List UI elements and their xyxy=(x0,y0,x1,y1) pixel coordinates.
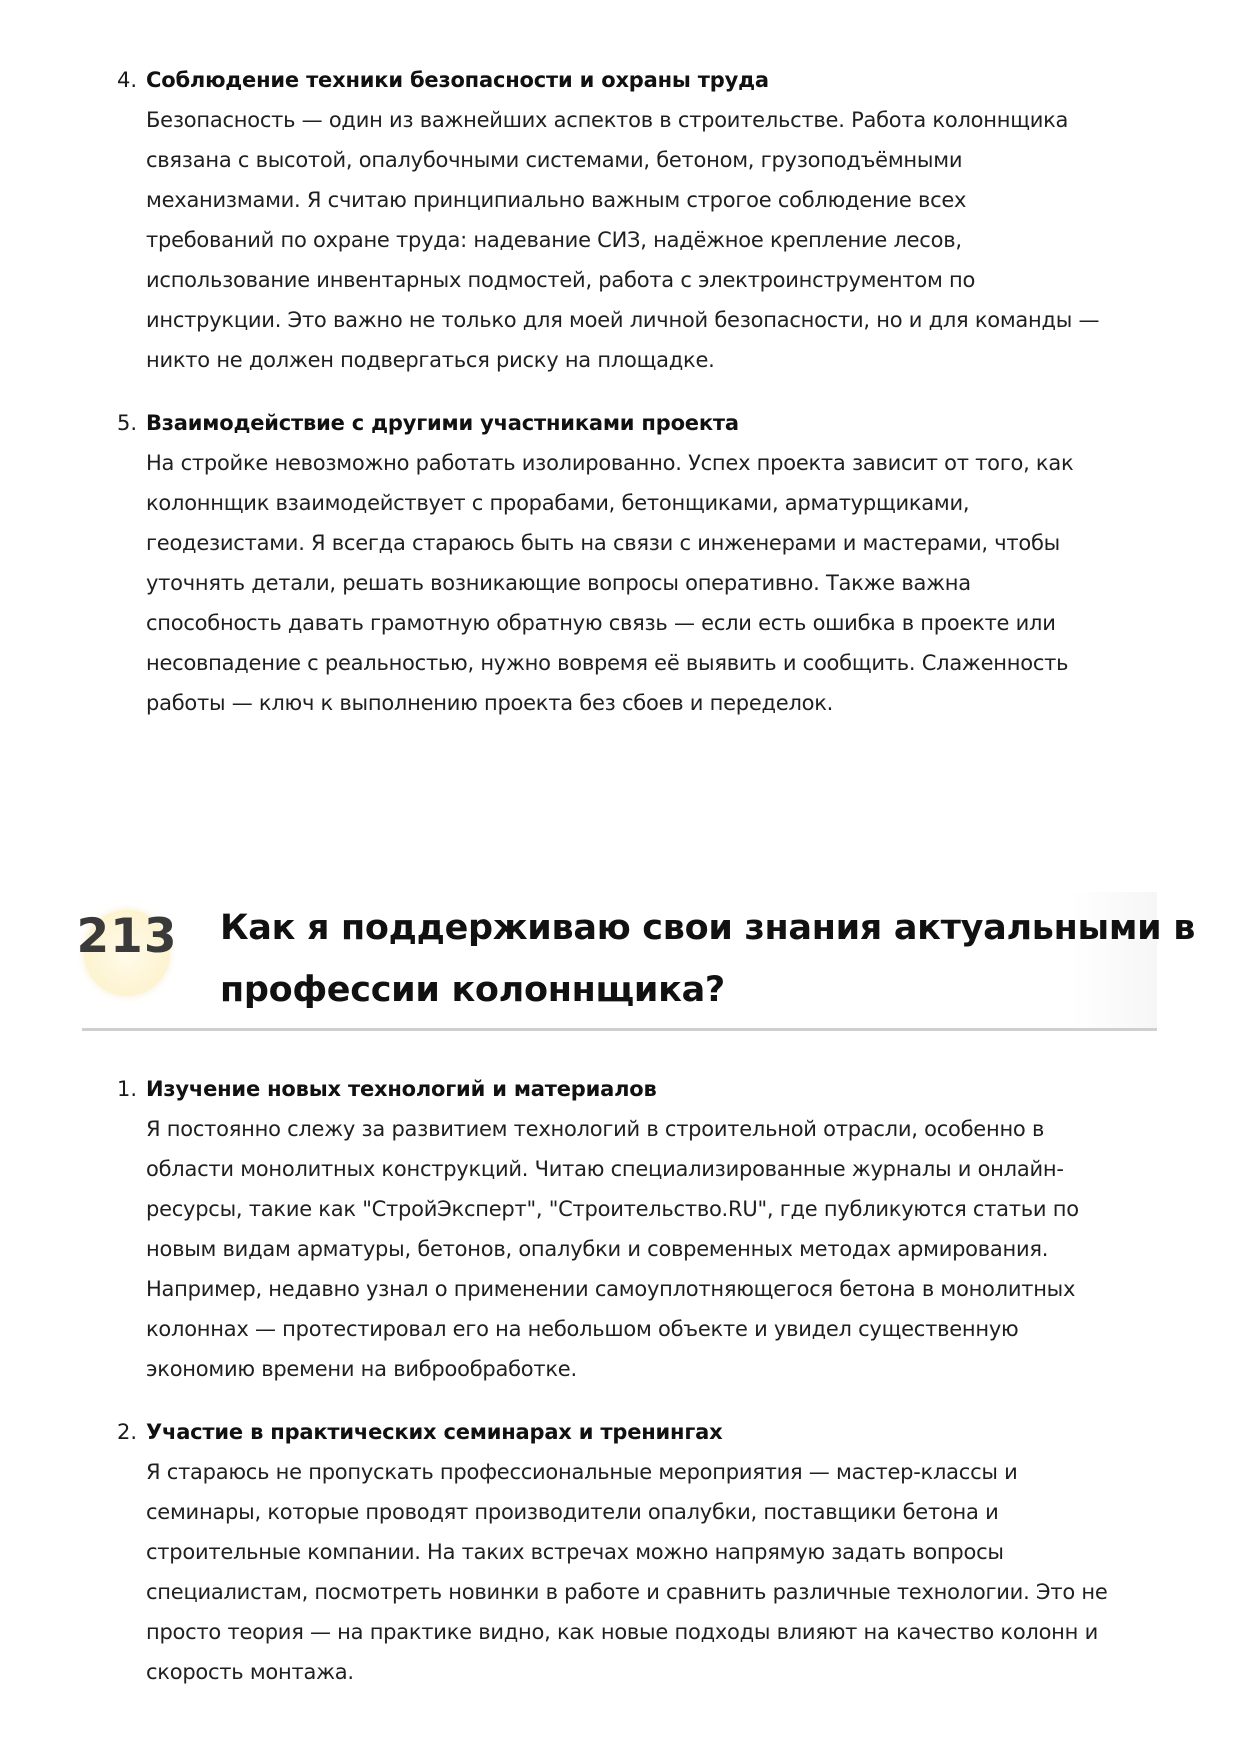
body-line: Я постоянно слежу за развитием технологий в строительной отрасли, особенно в xyxy=(146,1117,1045,1141)
list-item-body xyxy=(146,100,1157,380)
list-item-number: 4. xyxy=(117,68,138,92)
list-item-number: 2. xyxy=(117,1420,138,1444)
list-item-title: Взаимодействие с другими участниками проекта xyxy=(146,411,739,435)
list-item-body xyxy=(146,1109,1157,1389)
body-line: экономию времени на виброобработке. xyxy=(146,1357,577,1381)
section-title-line: Как я поддерживаю свои знания актуальными в xyxy=(220,908,1196,948)
section-title xyxy=(220,897,1196,1021)
body-line: Я стараюсь не пропускать профессиональные мероприятия — мастер-классы и xyxy=(146,1460,1018,1484)
body-line: строительные компании. На таких встречах можно напрямую задать вопросы xyxy=(146,1540,1004,1564)
body-line: никто не должен подвергаться риску на площадке. xyxy=(146,348,715,372)
list-item-title: Участие в практических семинарах и тренингах xyxy=(146,1420,723,1444)
body-line: несовпадение с реальностью, нужно вовремя её выявить и сообщить. Слаженность xyxy=(146,651,1069,675)
list-item-number: 1. xyxy=(117,1077,138,1101)
body-line: На стройке невозможно работать изолированно. Успех проекта зависит от того, как xyxy=(146,451,1074,475)
section-header xyxy=(76,892,1196,1031)
body-line: механизмами. Я считаю принципиально важным строгое соблюдение всех xyxy=(146,188,967,212)
body-line: скорость монтажа. xyxy=(146,1660,354,1684)
body-line: колоннах — протестировал его на небольшом объекте и увидел существенную xyxy=(146,1317,1019,1341)
body-line: просто теория — на практике видно, как новые подходы влияют на качество колонн и xyxy=(146,1620,1098,1644)
body-line: требований по охране труда: надевание СИЗ, надёжное крепление лесов, xyxy=(146,228,962,252)
body-line: Например, недавно узнал о применении самоуплотняющегося бетона в монолитных xyxy=(146,1277,1076,1301)
section-number: 213 xyxy=(76,909,178,964)
body-line: работы — ключ к выполнению проекта без сбоев и переделок. xyxy=(146,691,834,715)
body-line: уточнять детали, решать возникающие вопросы оперативно. Также важна xyxy=(146,571,971,595)
list-item xyxy=(117,403,1157,723)
body-line: колоннщик взаимодействует с прорабами, бетонщиками, арматурщиками, xyxy=(146,491,970,515)
body-line: области монолитных конструкций. Читаю специализированные журналы и онлайн- xyxy=(146,1157,1064,1181)
body-line: семинары, которые проводят производители опалубки, поставщики бетона и xyxy=(146,1500,999,1524)
body-line: использование инвентарных подмостей, работа с электроинструментом по xyxy=(146,268,976,292)
list-item xyxy=(117,60,1157,380)
body-line: Безопасность — один из важнейших аспектов в строительстве. Работа колоннщика xyxy=(146,108,1069,132)
list-item xyxy=(117,1412,1157,1692)
list-item-body xyxy=(146,1452,1157,1692)
body-line: новым видам арматуры, бетонов, опалубки и современных методах армирования. xyxy=(146,1237,1049,1261)
list-item-body xyxy=(146,443,1157,723)
section-title-line: профессии колоннщика? xyxy=(220,970,725,1010)
list-item-title: Соблюдение техники безопасности и охраны труда xyxy=(146,68,769,92)
body-line: ресурсы, такие как "СтройЭксперт", "Строительство.RU", где публикуются статьи по xyxy=(146,1197,1079,1221)
list-item-title: Изучение новых технологий и материалов xyxy=(146,1077,657,1101)
body-line: способность давать грамотную обратную связь — если есть ошибка в проекте или xyxy=(146,611,1056,635)
list-item-number: 5. xyxy=(117,411,138,435)
body-line: инструкции. Это важно не только для моей личной безопасности, но и для команды — xyxy=(146,308,1100,332)
list-item xyxy=(117,1069,1157,1389)
body-line: связана с высотой, опалубочными системами, бетоном, грузоподъёмными xyxy=(146,148,963,172)
body-line: специалистам, посмотреть новинки в работе и сравнить различные технологии. Это не xyxy=(146,1580,1108,1604)
body-line: геодезистами. Я всегда стараюсь быть на связи с инженерами и мастерами, чтобы xyxy=(146,531,1060,555)
